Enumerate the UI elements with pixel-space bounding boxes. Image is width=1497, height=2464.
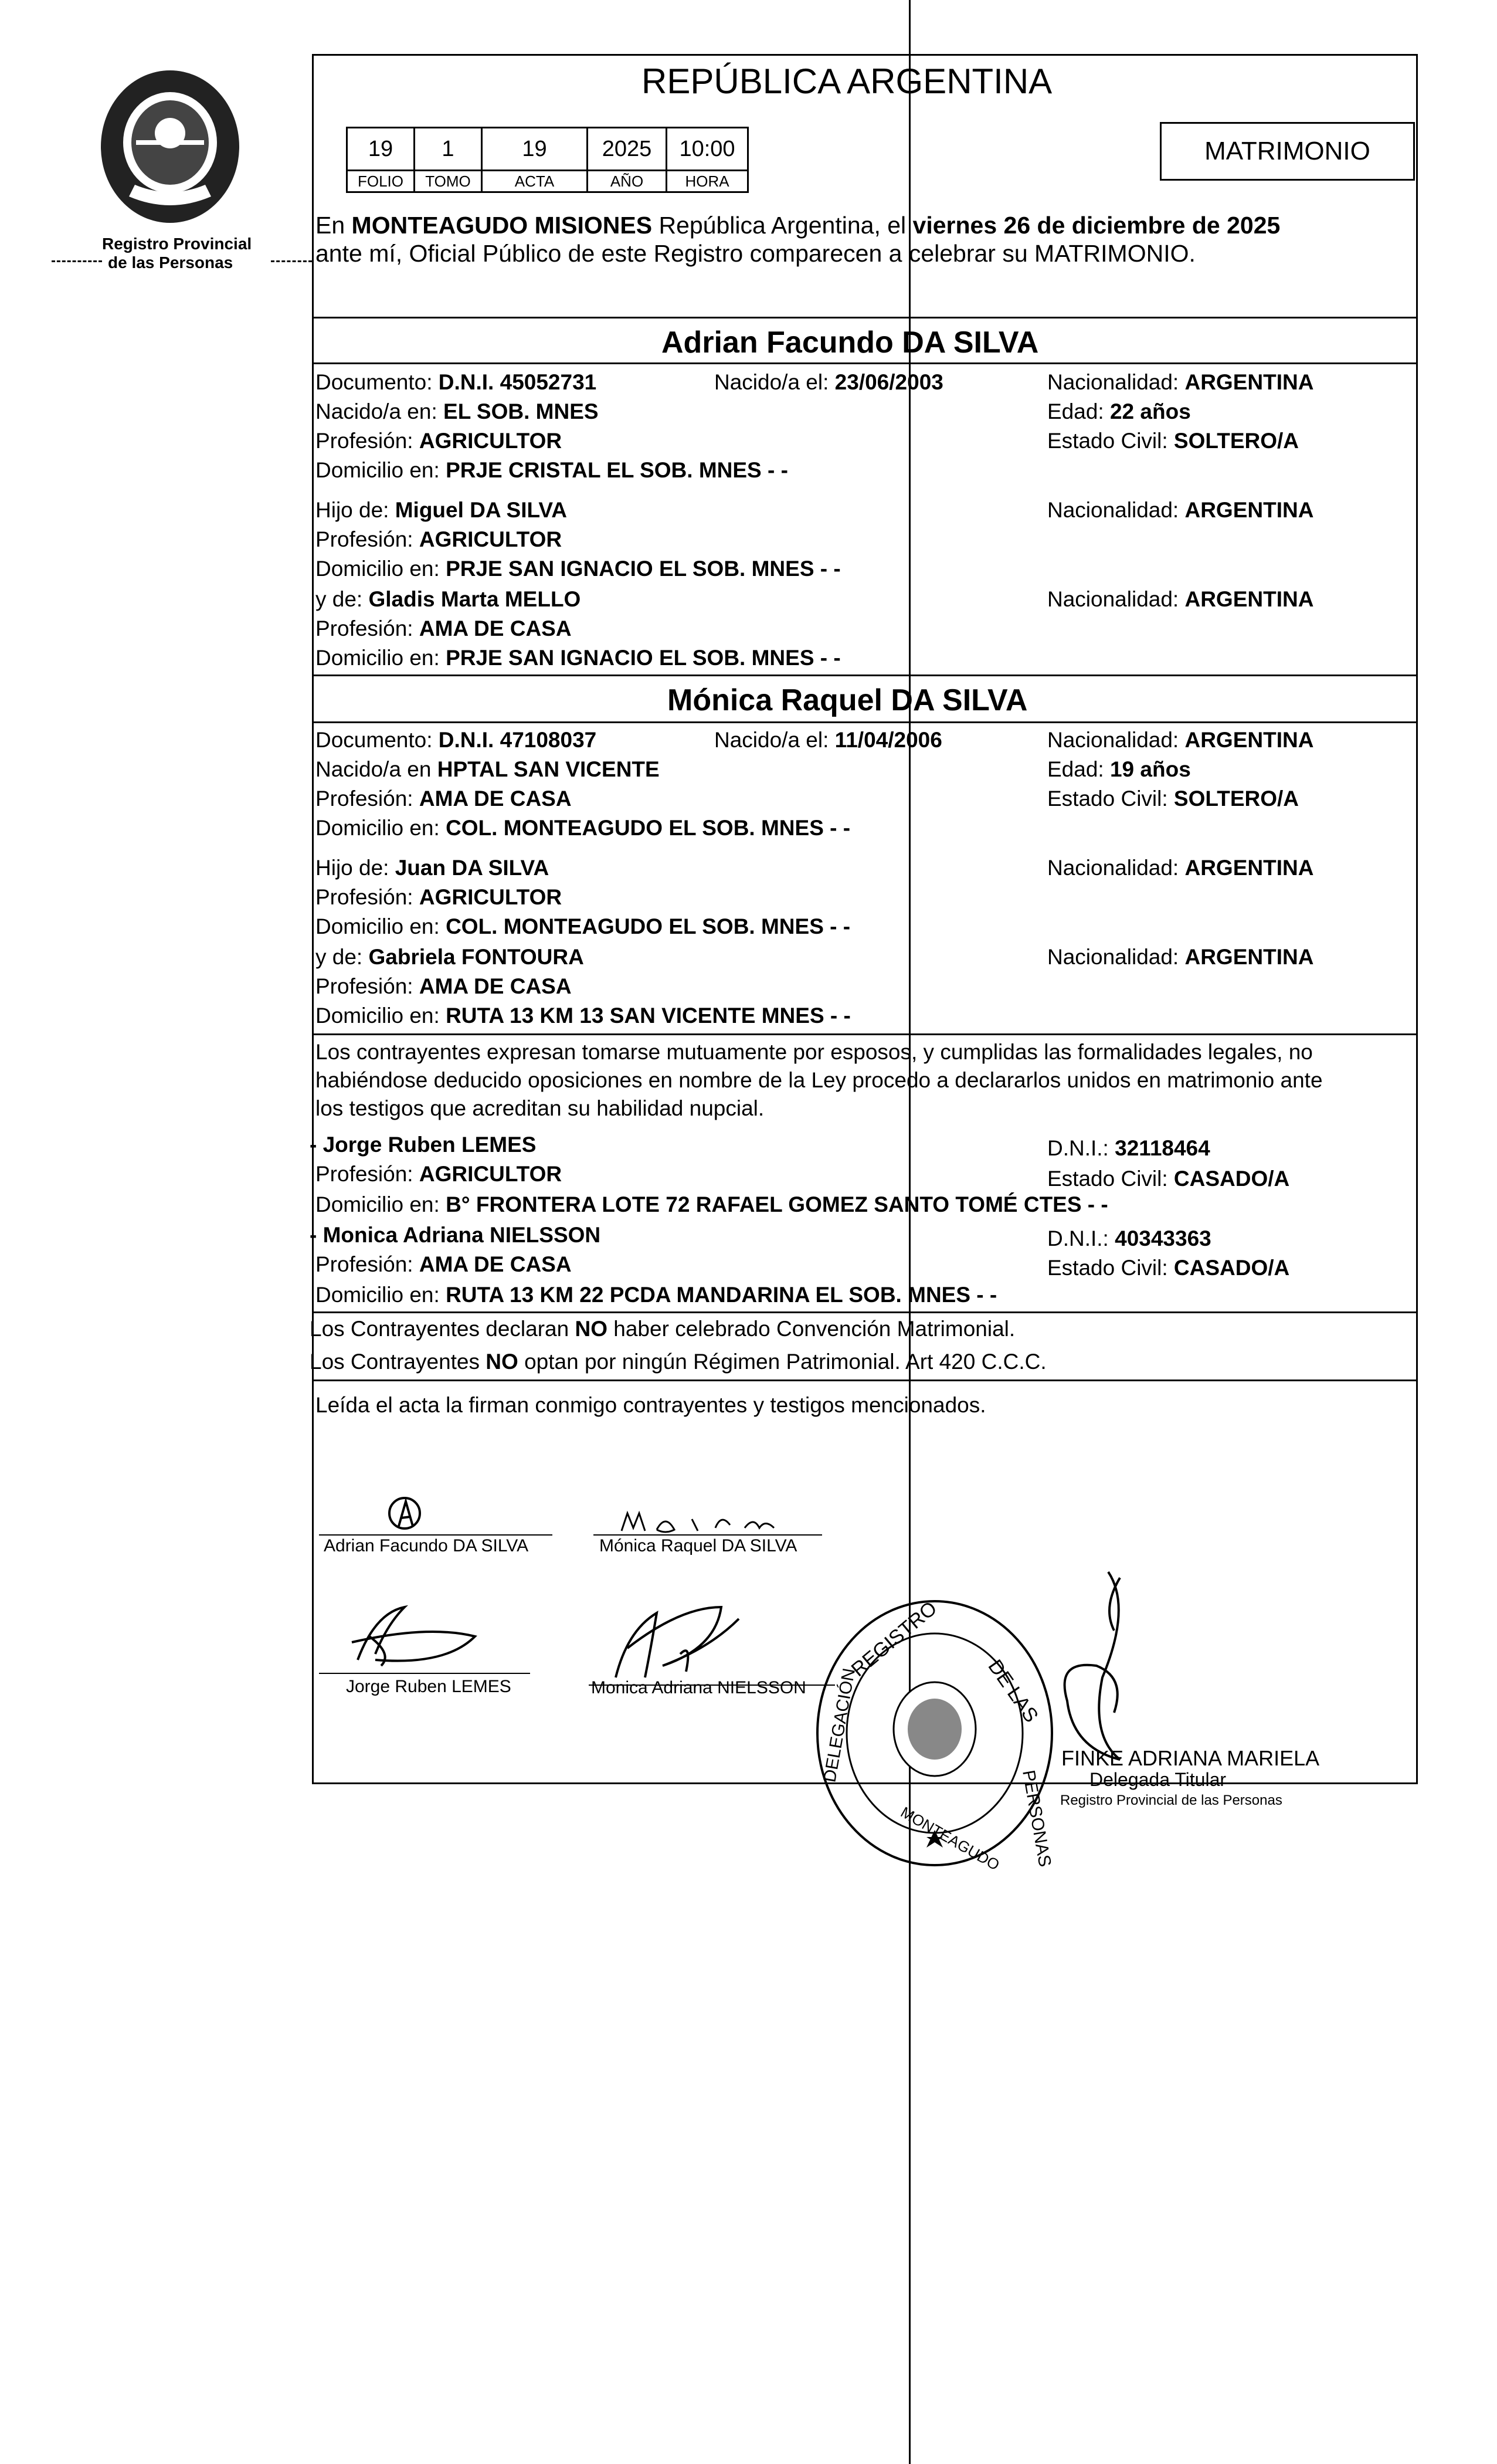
official-name: FINKE ADRIANA MARIELA: [1061, 1746, 1320, 1770]
official-title: Delegada Titular: [1089, 1769, 1227, 1790]
party1-mother-prof: Profesión: AMA DE CASA: [315, 616, 572, 640]
misiones-emblem-icon: [88, 67, 252, 226]
party1-doc: Documento: D.N.I. 45052731: [315, 370, 597, 394]
party2-name: Mónica Raquel DA SILVA: [667, 683, 1028, 717]
official-signature-icon: [1032, 1560, 1173, 1771]
party2-prof: Profesión: AMA DE CASA: [315, 787, 572, 811]
acta-value: 19: [481, 127, 588, 171]
witness1-dom: Domicilio en: B° FRONTERA LOTE 72 RAFAEL GOMEZ SANTO TOMÉ CTES - -: [315, 1192, 1108, 1216]
acta-label: ACTA: [481, 170, 588, 193]
tomo-label: TOMO: [413, 170, 483, 193]
divider: [312, 1380, 1418, 1381]
party2-civil: Estado Civil: SOLTERO/A: [1047, 787, 1299, 811]
party2-age: Edad: 19 años: [1047, 757, 1191, 781]
party2-nat: Nacionalidad: ARGENTINA: [1047, 728, 1314, 752]
ano-value: 2025: [586, 127, 667, 171]
party2-doc: Documento: D.N.I. 47108037: [315, 728, 597, 752]
registry-name-line1: Registro Provincial: [102, 235, 252, 253]
hora-label: HORA: [666, 170, 749, 193]
svg-text:REGISTRO: REGISTRO: [847, 1597, 942, 1682]
witness2-dom: Domicilio en: RUTA 13 KM 22 PCDA MANDARINA EL SOB. MNES - -: [315, 1283, 997, 1307]
divider: [312, 1033, 1418, 1035]
party1-name: Adrian Facundo DA SILVA: [661, 326, 1039, 360]
divider: [312, 1311, 1418, 1313]
witness2-prof: Profesión: AMA DE CASA: [315, 1252, 572, 1276]
party2-mother-nat: Nacionalidad: ARGENTINA: [1047, 945, 1314, 969]
party1-father-dom: Domicilio en: PRJE SAN IGNACIO EL SOB. MNES - -: [315, 557, 841, 581]
official-office: Registro Provincial de las Personas: [1060, 1792, 1282, 1808]
intro-line1: En MONTEAGUDO MISIONES República Argentina, el viernes 26 de diciembre de 2025: [315, 212, 1281, 239]
party1-civil: Estado Civil: SOLTERO/A: [1047, 429, 1299, 453]
party1-nat: Nacionalidad: ARGENTINA: [1047, 370, 1314, 394]
signature-label-jorge: Jorge Ruben LEMES: [346, 1677, 511, 1696]
witness2-dni: D.N.I.: 40343363: [1047, 1226, 1211, 1250]
act-type-box: MATRIMONIO: [1160, 122, 1415, 181]
party2-father: Hijo de: Juan DA SILVA: [315, 856, 549, 880]
dashed-line: [52, 260, 102, 262]
party1-mother-dom: Domicilio en: PRJE SAN IGNACIO EL SOB. MNES - -: [315, 646, 841, 670]
registry-name-line2: de las Personas: [108, 253, 233, 272]
divider: [312, 362, 1418, 364]
registry-seal-icon: [812, 1595, 1058, 1874]
party2-mother-dom: Domicilio en: RUTA 13 KM 13 SAN VICENTE MNES - -: [315, 1004, 851, 1028]
party1-dom: Domicilio en: PRJE CRISTAL EL SOB. MNES - -: [315, 458, 788, 482]
party1-father-nat: Nacionalidad: ARGENTINA: [1047, 498, 1314, 522]
witness1-prof: Profesión: AGRICULTOR: [315, 1162, 562, 1186]
signature-line: [319, 1673, 530, 1674]
signature-nielsson-icon: [592, 1595, 780, 1689]
party1-mother: y de: Gladis Marta MELLO: [315, 587, 581, 611]
convention-line1: Los Contrayentes declaran NO haber celebrado Convención Matrimonial.: [310, 1317, 1016, 1341]
intro-line2: ante mí, Oficial Público de este Registro comparecen a celebrar su MATRIMONIO.: [315, 240, 1196, 267]
party1-prof: Profesión: AGRICULTOR: [315, 429, 562, 453]
svg-text:DELEGACIÓN: DELEGACIÓN: [820, 1666, 860, 1784]
party2-mother-prof: Profesión: AMA DE CASA: [315, 974, 572, 998]
folio-label: FOLIO: [346, 170, 415, 193]
witness2-civil: Estado Civil: CASADO/A: [1047, 1256, 1290, 1280]
party1-age: Edad: 22 años: [1047, 399, 1191, 423]
witness2-name: - Monica Adriana NIELSSON: [310, 1223, 601, 1247]
signature-label-adrian: Adrian Facundo DA SILVA: [324, 1536, 529, 1555]
divider: [312, 675, 1418, 676]
reading-statement: Leída el acta la firman conmigo contrayentes y testigos mencionados.: [315, 1393, 986, 1417]
party2-father-dom: Domicilio en: COL. MONTEAGUDO EL SOB. MNES - -: [315, 914, 851, 938]
folio-value: 19: [346, 127, 415, 171]
party1-father-prof: Profesión: AGRICULTOR: [315, 527, 562, 551]
dashed-line: [271, 260, 312, 262]
page-title: REPÚBLICA ARGENTINA: [641, 62, 1053, 101]
party1-birthplace: Nacido/a en: EL SOB. MNES: [315, 399, 599, 423]
tomo-value: 1: [413, 127, 483, 171]
party1-born: Nacido/a el: 23/06/2003: [714, 370, 943, 394]
witness1-name: - Jorge Ruben LEMES: [310, 1133, 537, 1157]
declaration-line3: los testigos que acreditan su habilidad nupcial.: [315, 1096, 765, 1120]
party2-mother: y de: Gabriela FONTOURA: [315, 945, 584, 969]
signature-label-monica: Mónica Raquel DA SILVA: [599, 1536, 797, 1555]
declaration-line2: habiéndose deducido oposiciones en nombre de la Ley procedo a declararlos unidos en matrimonio ante: [315, 1068, 1323, 1092]
hora-value: 10:00: [666, 127, 749, 171]
party1-father: Hijo de: Miguel DA SILVA: [315, 498, 567, 522]
party2-birthplace: Nacido/a en HPTAL SAN VICENTE: [315, 757, 660, 781]
witness1-dni: D.N.I.: 32118464: [1047, 1136, 1210, 1160]
declaration-line1: Los contrayentes expresan tomarse mutuamente por esposos, y cumplidas las formalidades legales, no: [315, 1040, 1313, 1064]
signature-jorge-icon: [340, 1601, 528, 1672]
svg-text:MONTEAGUDO: MONTEAGUDO: [898, 1803, 1003, 1874]
convention-line2: Los Contrayentes NO optan por ningún Régimen Patrimonial. Art 420 C.C.C.: [310, 1350, 1047, 1374]
signature-label-nielsson: Monica Adriana NIELSSON: [591, 1678, 806, 1697]
svg-text:PERSONAS: PERSONAS: [1019, 1768, 1055, 1869]
party2-father-prof: Profesión: AGRICULTOR: [315, 885, 562, 909]
party2-dom: Domicilio en: COL. MONTEAGUDO EL SOB. MNES - -: [315, 816, 851, 840]
divider: [312, 721, 1418, 723]
witness1-civil: Estado Civil: CASADO/A: [1047, 1167, 1290, 1191]
divider: [312, 317, 1418, 318]
svg-text:DE LAS: DE LAS: [983, 1655, 1043, 1727]
registry-logo: [88, 67, 252, 226]
party2-born: Nacido/a el: 11/04/2006: [714, 728, 942, 752]
ano-label: AÑO: [586, 170, 667, 193]
party2-father-nat: Nacionalidad: ARGENTINA: [1047, 856, 1314, 880]
party1-mother-nat: Nacionalidad: ARGENTINA: [1047, 587, 1314, 611]
